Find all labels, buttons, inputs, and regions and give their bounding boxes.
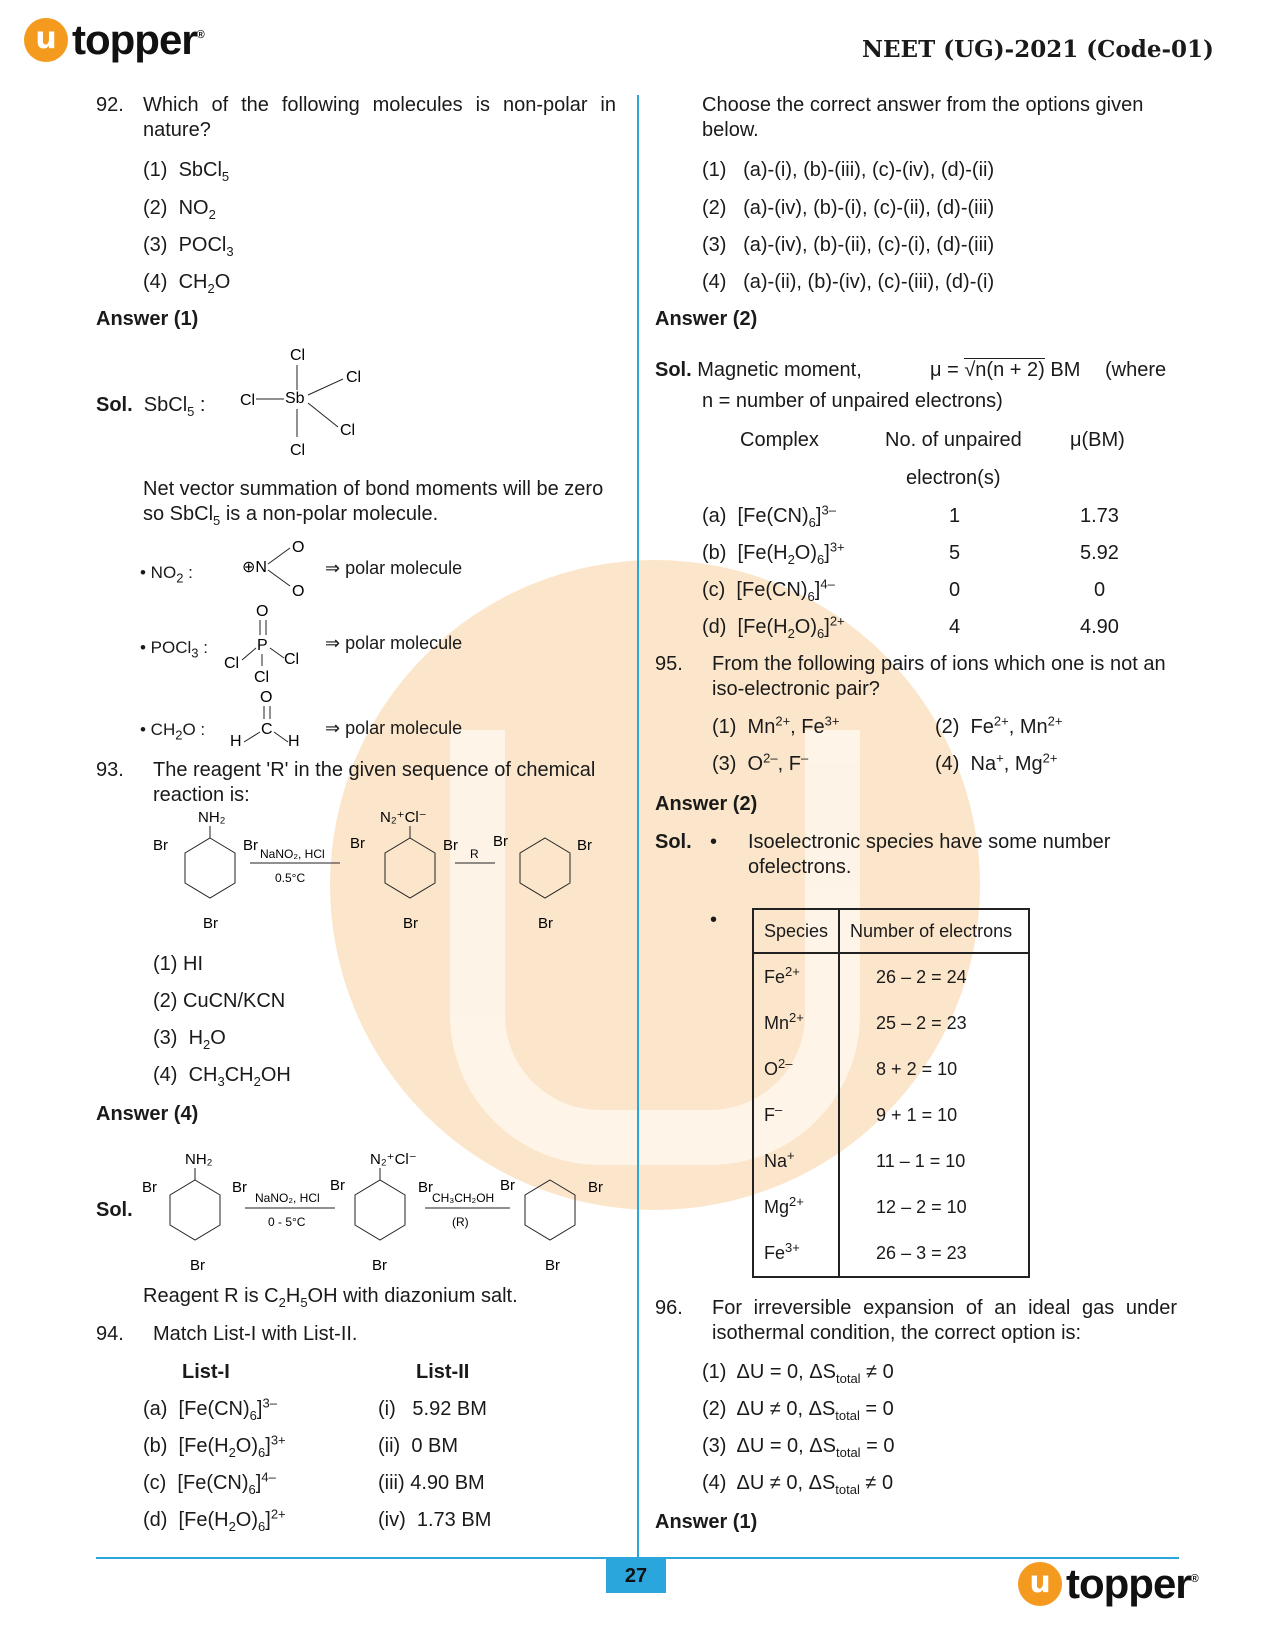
q94-list2-iii: (iii) 4.90 BM	[378, 1472, 485, 1494]
th-unpaired-2: electron(s)	[906, 467, 1001, 489]
q94-list1-head: List-I	[182, 1361, 230, 1383]
q94-list2-ii: (ii) 0 BM	[378, 1435, 458, 1457]
svg-text:Br: Br	[372, 1257, 387, 1274]
table-header-row	[753, 909, 1029, 953]
q94-option-4: (4) (a)-(ii), (b)-(iv), (c)-(iii), (d)-(i)	[702, 271, 995, 293]
svg-text:Br: Br	[588, 1179, 603, 1196]
svg-text:P: P	[257, 637, 268, 654]
svg-text:NaNO₂, HCl: NaNO₂, HCl	[260, 847, 325, 861]
svg-text:Cl: Cl	[240, 392, 256, 409]
pocl3-polar: ⇒ polar molecule	[325, 633, 463, 653]
mu-b: 5.92	[1080, 542, 1119, 564]
svg-text:NH₂: NH₂	[185, 1151, 213, 1168]
q93-solution-scheme	[140, 1150, 620, 1280]
svg-text:Cl: Cl	[224, 655, 240, 672]
q94-list1-a: (a) $[Fe(CN)_6]^{3-}$	[143, 1395, 277, 1423]
q92-solution-label: Sol. SbCl$_5$ :	[96, 394, 206, 419]
mu-c: 0	[1094, 579, 1106, 601]
q92-answer: Answer (1)	[96, 308, 199, 330]
exam-title: NEET (UG)-2021 (Code-01)	[862, 36, 1214, 63]
svg-text:Br: Br	[190, 1257, 205, 1274]
unpaired-a: 1	[949, 505, 961, 527]
unpaired-d: 4	[949, 616, 961, 638]
th-mu: μ(BM)	[1070, 429, 1125, 451]
svg-text:0.5°C: 0.5°C	[275, 871, 306, 885]
q96-number: 96.	[655, 1297, 683, 1319]
q96-answer: Answer (1)	[655, 1511, 758, 1533]
q93-number: 93.	[96, 759, 124, 781]
mu-d: 4.90	[1080, 616, 1119, 638]
svg-text:(R): (R)	[452, 1215, 469, 1229]
svg-text:Br: Br	[500, 1177, 515, 1194]
q94-stem: Match List-I with List-II.	[153, 1323, 358, 1345]
column-divider	[637, 95, 639, 1557]
q94-where: (where	[1105, 359, 1167, 381]
table-row: $Mn^{2+}$ 25 – 2 = 23	[753, 1000, 1029, 1046]
no2-label: • $NO_2$ :	[140, 563, 193, 586]
ch2o-label: • $CH_2O$ :	[140, 720, 206, 743]
svg-text:Br: Br	[142, 1179, 157, 1196]
svg-text:Br: Br	[403, 915, 418, 932]
q96-option-2: (2) ΔU ≠ 0, $\Delta S_{total} = 0$	[702, 1398, 894, 1423]
svg-text:Sb: Sb	[285, 390, 305, 407]
q94-answer: Answer (2)	[655, 308, 758, 330]
no2-structure	[238, 538, 318, 600]
q93-solution-label: Sol.	[96, 1199, 133, 1221]
q92-option-3: (3) POCl$_3$	[143, 234, 234, 259]
q96-option-4: (4) ΔU ≠ 0, $\Delta S_{total} \ne 0$	[702, 1472, 894, 1497]
svg-text:Cl: Cl	[346, 369, 362, 386]
q94-n-definition: n = number of unpaired electrons)	[702, 390, 1003, 412]
th-unpaired: No. of unpaired	[885, 429, 1022, 451]
svg-text:Cl: Cl	[254, 669, 270, 684]
q94-number: 94.	[96, 1323, 124, 1345]
pocl3-structure	[222, 600, 312, 684]
q92-option-2: (2) $NO_2$	[143, 197, 216, 222]
svg-text:Cl: Cl	[290, 442, 306, 459]
table-row: F– 9 + 1 = 10	[753, 1092, 1029, 1138]
q95-option-3: (3) $O^{2-}$, F–	[712, 750, 809, 775]
mu-a: 1.73	[1080, 505, 1119, 527]
q92-solution-text: Net vector summation of bond moments will be zero so SbCl$_5$ is a non-polar molecule.	[143, 478, 604, 528]
table-row: $Mg^{2+}$ 12 – 2 = 10	[753, 1184, 1029, 1230]
svg-text:Br: Br	[577, 837, 592, 854]
q93-solution-text: Reagent R is $C_2H_5OH$ with diazonium salt.	[143, 1285, 518, 1310]
q93-option-4: (4) $CH_3CH_2OH$	[153, 1064, 291, 1089]
q94-list2-head: List-II	[416, 1361, 470, 1383]
sbcl5-structure	[230, 345, 390, 460]
svg-text:Br: Br	[493, 833, 508, 850]
th-species: Species	[753, 909, 839, 953]
q96-option-3: (3) ΔU = 0, $\Delta S_{total} = 0$	[702, 1435, 895, 1460]
svg-text:Br: Br	[443, 837, 458, 854]
no2-polar: ⇒ polar molecule	[325, 558, 463, 578]
svg-text:H: H	[288, 733, 300, 746]
q93-answer: Answer (4)	[96, 1103, 199, 1125]
svg-text:CH₃CH₂OH: CH₃CH₂OH	[432, 1191, 495, 1205]
svg-text:Br: Br	[232, 1179, 247, 1196]
q92-stem: Which of the following molecules is non-polar in nature?	[143, 94, 616, 141]
q95-stem: From the following pairs of ions which one is not an iso-electronic pair?	[712, 653, 1166, 700]
svg-text:NH₂: NH₂	[198, 809, 226, 826]
svg-text:H: H	[230, 733, 242, 746]
svg-text:NaNO₂, HCl: NaNO₂, HCl	[255, 1191, 320, 1205]
svg-text:C: C	[261, 721, 273, 738]
table-row: Na+ 11 – 1 = 10	[753, 1138, 1029, 1184]
q95-option-2: (2) $Fe^{2+}$, $Mn^{2+}$	[935, 713, 1063, 738]
table-row: $Fe^{2+}$ 26 – 2 = 24	[753, 953, 1029, 1000]
q95-solution-label: Sol.	[655, 831, 692, 853]
svg-text:N₂⁺Cl⁻: N₂⁺Cl⁻	[370, 1151, 417, 1168]
q94-list2-i: (i) 5.92 BM	[378, 1398, 487, 1420]
svg-text:0 - 5°C: 0 - 5°C	[268, 1215, 306, 1229]
q94-list1-c: (c) $[Fe(CN)_6]^{4-}$	[143, 1469, 276, 1497]
table-row: $Fe^{3+}$ 26 – 3 = 23	[753, 1230, 1029, 1277]
complex-d: (d) $[Fe(H_2O)_6]^{2+}$	[702, 613, 845, 641]
ch2o-structure	[226, 686, 306, 746]
q96-option-1: (1) ΔU = 0, $\Delta S_{total} \ne 0$	[702, 1361, 894, 1386]
q95-option-1: (1) $Mn^{2+}$, $Fe^{3+}$	[712, 713, 840, 738]
svg-text:Br: Br	[153, 837, 168, 854]
topper-logo-footer: u topper®	[1018, 1560, 1198, 1608]
complex-b: (b) $[Fe(H_2O)_6]^{3+}$	[702, 539, 845, 567]
svg-text:Cl: Cl	[284, 651, 300, 668]
svg-text:⊕N: ⊕N	[242, 559, 267, 576]
q93-option-3: (3) $H_2O$	[153, 1027, 226, 1052]
svg-text:Br: Br	[545, 1257, 560, 1274]
complex-a: (a) $[Fe(CN)_6]^{3-}$	[702, 502, 836, 530]
q93-reaction-scheme	[145, 808, 625, 938]
svg-text:Cl: Cl	[290, 347, 306, 364]
q93-option-2: (2) CuCN/KCN	[153, 990, 286, 1012]
q92-number: 92.	[96, 94, 124, 116]
bullet-1: •	[710, 831, 718, 853]
q94-list1-d: (d) $[Fe(H_2O)_6]^{2+}$	[143, 1506, 286, 1534]
svg-text:O: O	[256, 603, 269, 620]
th-electrons: Number of electrons	[839, 909, 1029, 953]
svg-text:N₂⁺Cl⁻: N₂⁺Cl⁻	[380, 809, 427, 826]
svg-text:Br: Br	[350, 835, 365, 852]
q94-option-3: (3) (a)-(iv), (b)-(ii), (c)-(i), (d)-(iii)	[702, 234, 995, 256]
q94-option-2: (2) (a)-(iv), (b)-(i), (c)-(ii), (d)-(iii)	[702, 197, 995, 219]
q95-number: 95.	[655, 653, 683, 675]
q94-solution-label: Sol. Magnetic moment,	[655, 359, 862, 381]
unpaired-b: 5	[949, 542, 961, 564]
complex-c: (c) $[Fe(CN)_6]^{4-}$	[702, 576, 835, 604]
svg-text:R: R	[470, 847, 479, 861]
svg-text:Br: Br	[243, 837, 258, 854]
mu-formula: μ = √n(n + 2) BM	[930, 359, 1081, 381]
table-row: $O^{2-}$ 8 + 2 = 10	[753, 1046, 1029, 1092]
svg-text:Br: Br	[203, 915, 218, 932]
svg-text:O: O	[260, 689, 273, 706]
topper-logo: u topper®	[24, 16, 204, 64]
q94-list2-iv: (iv) 1.73 BM	[378, 1509, 492, 1531]
q93-stem: The reagent 'R' in the given sequence of chemical reaction is:	[153, 759, 596, 806]
q94-list1-b: (b) $[Fe(H_2O)_6]^{3+}$	[143, 1432, 286, 1460]
q92-option-4: (4) $CH_2O$	[143, 271, 231, 296]
unpaired-c: 0	[949, 579, 961, 601]
q95-answer: Answer (2)	[655, 793, 758, 815]
q94-choose-text: Choose the correct answer from the options given below.	[702, 94, 1144, 141]
q96-stem: For irreversible expansion of an ideal gas under isothermal condition, the correct option is:	[712, 1297, 1177, 1344]
svg-text:Br: Br	[330, 1177, 345, 1194]
bullet-2: •	[710, 909, 718, 931]
svg-text:Cl: Cl	[340, 422, 356, 439]
q94-option-1: (1) (a)-(i), (b)-(iii), (c)-(iv), (d)-(ii)	[702, 159, 995, 181]
svg-text:Br: Br	[538, 915, 553, 932]
svg-text:O: O	[292, 583, 305, 600]
svg-text:Br: Br	[418, 1179, 433, 1196]
q93-option-1: (1) HI	[153, 953, 203, 975]
q95-option-4: (4) Na+, $Mg^{2+}$	[935, 750, 1058, 775]
pocl3-label: • POCl$_3$ :	[140, 638, 208, 661]
isoelectronic-table	[752, 908, 1030, 1278]
th-complex: Complex	[740, 429, 819, 451]
page-number: 27	[606, 1559, 666, 1593]
ch2o-polar: ⇒ polar molecule	[325, 718, 463, 738]
q95-solution-text: Isoelectronic species have some number ofelectrons.	[748, 831, 1111, 878]
q92-option-1: (1) SbCl$_5$	[143, 159, 230, 184]
svg-text:O: O	[292, 539, 305, 556]
